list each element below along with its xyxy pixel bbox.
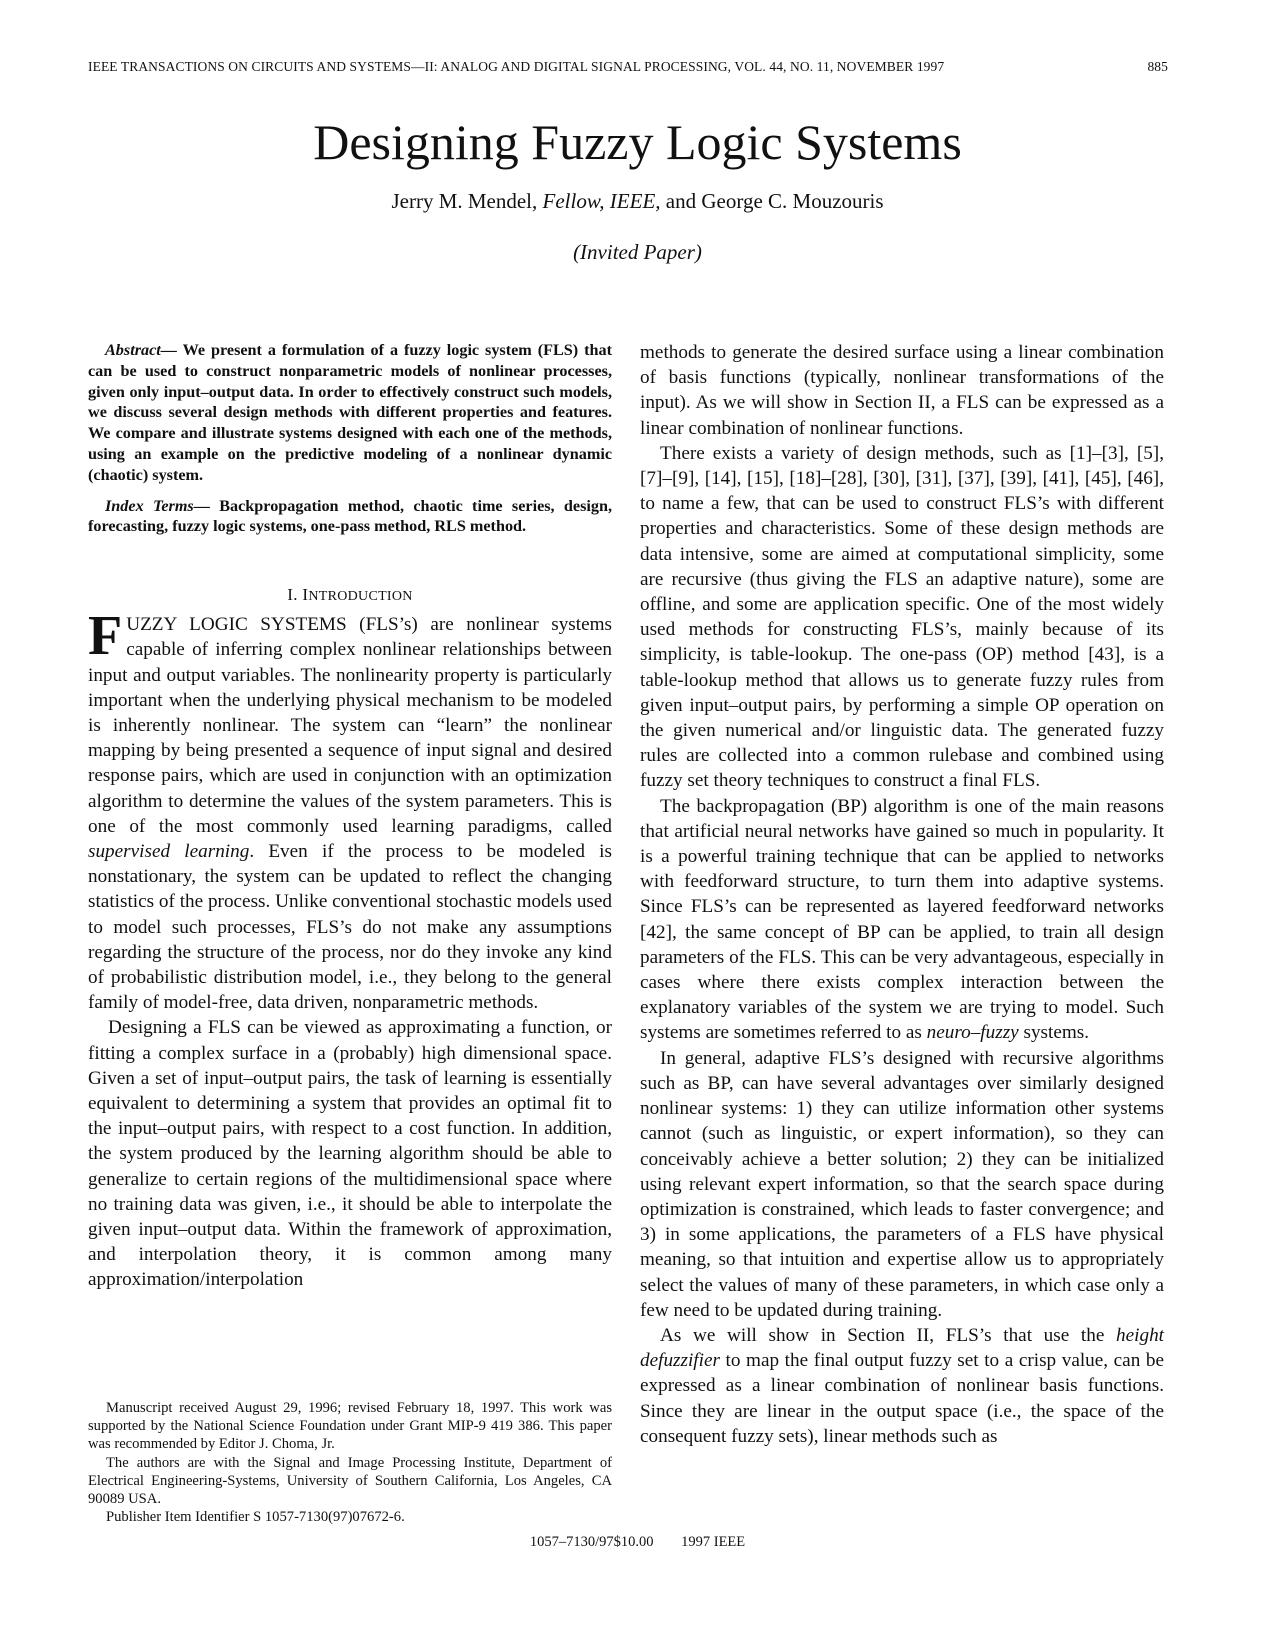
abstract-label: Abstract—: [105, 341, 177, 359]
right-paragraph-1: methods to generate the desired surface using a linear combination of basis functions (typically, nonlinear transformations of the input). As we will show in Section II, a FLS can be expressed as a linear combination of nonlinear functions.: [640, 342, 1164, 439]
right-p3-part-a: The backpropagation (BP) algorithm is one of the main reasons that artificial neural networks have gained so much in popularity. It is a powerful training technique that can be applied to networks with feedforward structure, to turn them into adaptive systems. Since FLS’s can be represented as layered feedforward networks [42], the same concept of BP can be applied, to train all design parameters of the FLS. This can be very advantageous, especially in cases where there exists complex interaction between the explanatory variables of the system we are trying to model. Such systems are sometimes referred to as: [640, 795, 1164, 1044]
right-p5-part-b: to map the final output fuzzy set to a crisp value, can be expressed as a linear combination of nonlinear basis functions. Since they are linear in the output space (i.e., the space of the consequent fuzzy sets), linear methods such as: [640, 1350, 1164, 1447]
footer-copyright: 1997 IEEE: [681, 1534, 746, 1550]
footnote-pii: Publisher Item Identifier S 1057-7130(97)07672-6.: [106, 1509, 405, 1526]
left-column: [88, 340, 612, 1293]
right-paragraph-5: [640, 1323, 1164, 1449]
right-p5-emphasis: height defuzzifier: [640, 1324, 1164, 1372]
paper-title: Designing Fuzzy Logic Systems: [313, 114, 962, 170]
intro-p1-part-a: UZZY LOGIC SYSTEMS (FLS’s) are nonlinear systems capable of inferring complex nonlinear relationships between input and output variables. The nonlinearity property is particularly important when the underlying physical mechanism to be modeled is inherently nonlinear. The system can “learn” the nonlinear mapping by being presented a sequence of input signal and desired response pairs, which are used in conjunction with an optimization algorithm to determine the values of the system parameters. This is one of the most commonly used learning paradigms, called: [88, 614, 612, 837]
footnote-affiliation: The authors are with the Signal and Image Processing Institute, Department of Electrical Engineering-Systems, University of Southern California, Los Angeles, CA 90089 USA.: [88, 1454, 612, 1508]
footer-code: 1057–7130/97$10.00: [529, 1534, 654, 1550]
footnote-manuscript: Manuscript received August 29, 1996; revised February 18, 1997. This work was supported by the National Science Foundation under Grant MIP-9 419 386. This paper was recommended by Editor J. Choma, Jr.: [88, 1400, 612, 1453]
page-number: 885: [1147, 59, 1168, 74]
right-p3-part-b: systems.: [1018, 1022, 1090, 1044]
author-rest: and George C. Mouzouris: [665, 189, 884, 213]
running-head: [88, 59, 1168, 75]
right-paragraph-4: In general, adaptive FLS’s designed with recursive algorithms such as BP, can have several advantages over similarly designed nonlinear systems: 1) they can utilize information other systems cannot (such as linguistic, or expert information), so they can conceivably achieve a better solution; 2) they can be initialized using relevant expert information, so that the search space during optimization is constrained, which leads to faster convergence; and 3) in some applications, the parameters of a FLS have physical meaning, so that intuition and expertise allow us to appropriately select the values of many of these parameters, in which case only a few need to be updated during training.: [640, 1047, 1164, 1321]
section-title-initial: I: [302, 585, 309, 605]
right-paragraph-2: There exists a variety of design methods, such as [1]–[3], [5], [7]–[9], [14], [15], [18]–[28], [30], [31], [37], [39], [41], [45], [46], to name a few, that can be used to construct FLS’s with different properties and characteristics. Some of these design methods are data intensive, some are aimed at computational simplicity, some are recursive (thus giving the FLS an adaptive nature), some are offline, and some are application specific. One of the most widely used methods for constructing FLS’s, mainly because of its simplicity, is table-lookup. The one-pass (OP) method [43], is a table-lookup method that allows us to generate fuzzy rules from given input–output pairs, by performing a simple OP operation on the given numerical and/or linguistic data. The generated fuzzy rules are collected into a common rulebase and combined using fuzzy set theory techniques to construct a final FLS.: [640, 442, 1164, 792]
right-p3-emphasis: neuro–fuzzy: [926, 1022, 1019, 1044]
right-column: [640, 340, 1164, 1449]
footnotes: [88, 1399, 612, 1526]
right-p5-part-a: As we will show in Section II, FLS’s that use the: [660, 1324, 1117, 1346]
section-title-rest: NTRODUCTION: [308, 589, 413, 605]
journal-name: IEEE TRANSACTIONS ON CIRCUITS AND SYSTEMS—II: ANALOG AND DIGITAL SIGNAL PROCESSING, VOL. 44, NO. 11, NOVEMBER 1997: [88, 59, 945, 74]
drop-cap: F: [88, 605, 123, 668]
intro-paragraph-2: Designing a FLS can be viewed as approximating a function, or fitting a complex surface in a (probably) high dimensional space. Given a set of input–output pairs, the task of learning is essentially equivalent to determining a system that provides an optimal fit to the input–output pairs, with respect to a cost function. In addition, the system produced by the learning algorithm should be able to generalize to certain regions of the multidimensional space where no training data was given, i.e., it should be able to interpolate the given input–output data. Within the framework of approximation, and interpolation theory, it is common among many approximation/interpolation: [88, 1017, 612, 1291]
author-line: [0, 189, 1275, 214]
right-paragraph-3: [640, 794, 1164, 1046]
intro-paragraph-1: [88, 605, 612, 1015]
page-footer: [0, 1534, 1275, 1551]
author-first: Jerry M. Mendel,: [391, 189, 538, 213]
index-terms-text: Backpropagation method, chaotic time series, design, forecasting, fuzzy logic systems, one-pass method, RLS method.: [88, 496, 613, 536]
intro-p1-emphasis: supervised learning: [88, 841, 250, 862]
abstract: [88, 340, 612, 486]
section-heading-introduction: [88, 585, 612, 605]
index-terms-label: Index Terms—: [105, 496, 210, 515]
abstract-text: We present a formulation of a fuzzy logic system (FLS) that can be used to construct nonparametric models of nonlinear processes, given only input–output data. In order to effectively construct such models, we discuss several design methods with different properties and features. We compare and illustrate systems designed with each one of the methods, using an example on the predictive modeling of a nonlinear dynamic (chaotic) system.: [88, 341, 612, 484]
paper-type: (Invited Paper): [573, 240, 702, 264]
author-grade: Fellow, IEEE,: [542, 189, 661, 213]
index-terms: [88, 496, 612, 538]
section-numeral: I.: [287, 585, 298, 605]
intro-p1-part-b: . Even if the process to be modeled is nonstationary, the system can be updated to reflect the changing statistics of the process. Unlike conventional stochastic models used to model such processes, FLS’s do not make any assumptions regarding the structure of the process, nor do they invoke any kind of probabilistic distribution model, i.e., they belong to the general family of model-free, data driven, nonparametric methods.: [88, 841, 612, 1014]
